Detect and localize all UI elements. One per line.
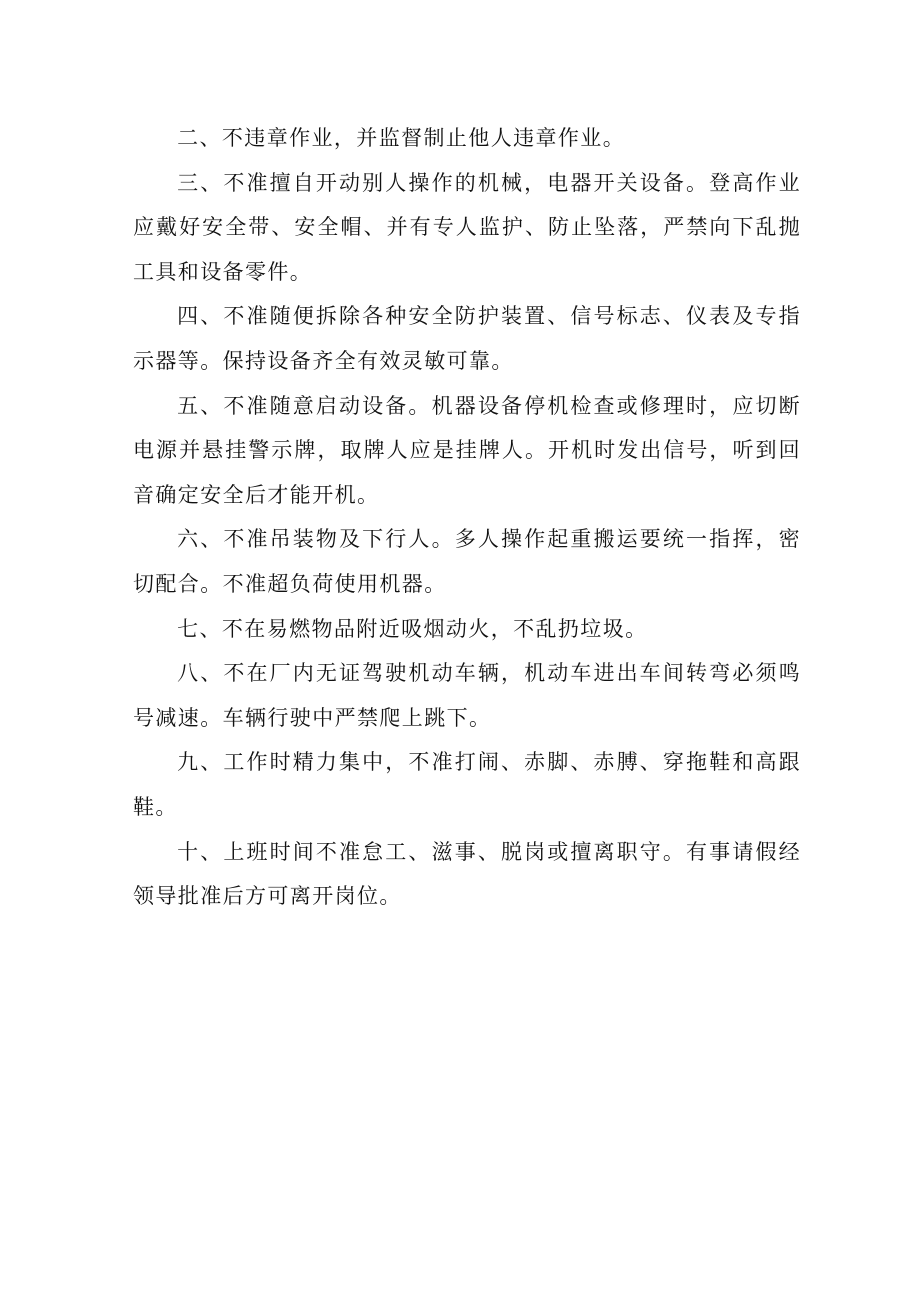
rule-paragraph-10: 十、上班时间不准怠工、滋事、脱岗或擅离职守。有事请假经领导批准后方可离开岗位。 (133, 839, 801, 909)
rule-paragraph-3: 三、不准擅自开动别人操作的机械，电器开关设备。登高作业应戴好安全带、安全帽、并有专人监护、防止坠落，严禁向下乱抛工具和设备零件。 (133, 170, 801, 284)
rule-paragraph-9: 九、工作时精力集中，不准打闹、赤脚、赤膊、穿拖鞋和高跟鞋。 (133, 750, 801, 819)
rule-paragraph-6: 六、不准吊装物及下行人。多人操作起重搬运要统一指挥，密切配合。不准超负荷使用机器。 (133, 527, 801, 596)
rule-paragraph-2: 二、不违章作业，并监督制止他人违章作业。 (177, 126, 626, 150)
rule-paragraph-7: 七、不在易燃物品附近吸烟动火，不乱扔垃圾。 (177, 616, 648, 641)
document-body (133, 116, 801, 919)
rule-paragraph-4: 四、不准随便拆除各种安全防护装置、信号标志、仪表及专指示器等。保持设备齐全有效灵敏可靠。 (133, 304, 801, 373)
rule-paragraph-5: 五、不准随意启动设备。机器设备停机检查或修理时，应切断电源并悬挂警示牌，取牌人应是挂牌人。开机时发出信号，听到回音确定安全后才能开机。 (133, 393, 801, 507)
rule-paragraph-8: 八、不在厂内无证驾驶机动车辆，机动车进出车间转弯必须鸣号减速。车辆行驶中严禁爬上跳下。 (133, 661, 801, 730)
